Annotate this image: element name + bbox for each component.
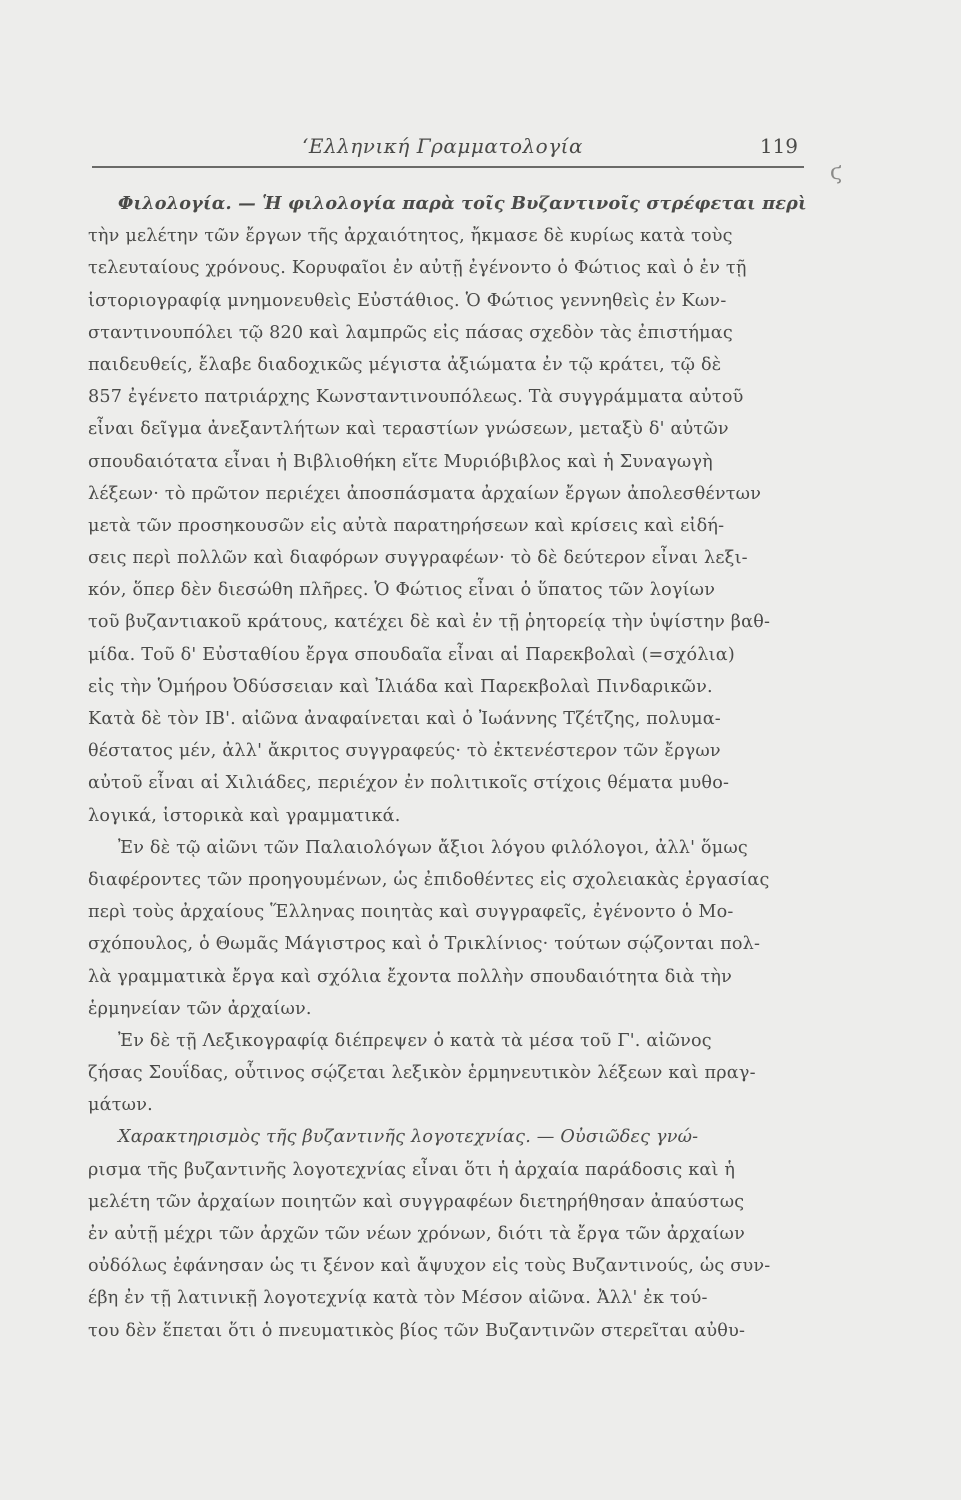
text-line: ἐν αὐτῇ μέχρι τῶν ἀρχῶν τῶν νέων χρόνων, διότι τὰ ἔργα τῶν ἀρχαίων	[88, 1224, 745, 1244]
running-title: ‘Ελληνική Γραμματολογία	[302, 134, 584, 158]
header-rule	[92, 166, 804, 168]
text-line: μίδα. Τοῦ δ' Εὐσταθίου ἔργα σπουδαῖα εἶναι αἱ Παρεκβολαὶ (=σχόλια)	[88, 644, 735, 665]
body-text	[88, 188, 810, 1347]
text-line: κόν, ὅπερ δὲν διεσώθη πλῆρες. Ὁ Φώτιος εἶναι ὁ ὕπατος τῶν λογίων	[88, 580, 716, 601]
text-line: μετὰ τῶν προσηκουσῶν εἰς αὐτὰ παρατηρήσεων καὶ κρίσεις καὶ εἰδή-	[88, 515, 725, 536]
text-line: οὐδόλως ἐφάνησαν ὡς τι ξένον καὶ ἄψυχον εἰς τοὺς Βυζαντινούς, ὡς συν-	[88, 1256, 771, 1277]
text-line: εἶναι δεῖγμα ἀνεξαντλήτων καὶ τεραστίων γνώσεων, μεταξὺ δ' αὐτῶν	[88, 419, 729, 440]
text-line: σχόπουλος, ὁ Θωμᾶς Μάγιστρος καὶ ὁ Τρικλίνιος· τούτων σῴζονται πολ-	[88, 934, 761, 955]
text-line: ρισμα τῆς βυζαντινῆς λογοτεχνίας εἶναι ὅτι ἡ ἀρχαία παράδοσις καὶ ἡ	[88, 1159, 736, 1180]
text-line: σταντινουπόλει τῷ 820 καὶ λαμπρῶς εἰς πάσας σχεδὸν τὰς ἐπιστήμας	[88, 322, 733, 343]
margin-mark: ϛ	[830, 160, 843, 185]
page-number: 119	[759, 134, 798, 158]
text-line: μάτων.	[88, 1095, 153, 1116]
text-line: ἑρμηνείαν τῶν ἀρχαίων.	[88, 998, 312, 1019]
text-line: τὴν μελέτην τῶν ἔργων τῆς ἀρχαιότητος, ἤκμασε δὲ κυρίως κατὰ τοὺς	[88, 226, 733, 247]
text-line: Φιλολογία. — Ἡ φιλολογία παρὰ τοῖς Βυζαντινοῖς στρέφεται περὶ	[118, 193, 807, 214]
text-line: ζήσας Σουΐδας, οὗτινος σῴζεται λεξικὸν ἑρμηνευτικὸν λέξεων καὶ πραγ-	[88, 1063, 756, 1084]
text-line: έβη ἐν τῇ λατινικῇ λογοτεχνίᾳ κατὰ τὸν Μέσον αἰῶνα. Ἀλλ' ἐκ τού-	[88, 1288, 708, 1309]
text-line: θέστατος μέν, ἀλλ' ἄκριτος συγγραφεύς· τὸ ἐκτενέστερον τῶν ἔργων	[88, 741, 721, 762]
text-line: διαφέροντες τῶν προηγουμένων, ὡς ἐπιδοθέντες εἰς σχολειακὰς ἐργασίας	[88, 869, 770, 890]
text-line: περὶ τοὺς ἀρχαίους Ἕλληνας ποιητὰς καὶ συγγραφεῖς, ἐγένοντο ὁ Μο-	[88, 902, 734, 923]
text-line: μελέτη τῶν ἀρχαίων ποιητῶν καὶ συγγραφέων διετηρήθησαν ἀπαύστως	[88, 1191, 745, 1212]
text-line: λὰ γραμματικὰ ἔργα καὶ σχόλια ἔχοντα πολλὴν σπουδαιότητα διὰ τὴν	[88, 966, 733, 987]
text-line: Χαρακτηρισμὸς τῆς βυζαντινῆς λογοτεχνίας. — Οὐσιῶδες γνώ-	[118, 1127, 699, 1148]
text-line: λέξεων· τὸ πρῶτον περιέχει ἀποσπάσματα ἀρχαίων ἔργων ἀπολεσθέντων	[88, 483, 762, 504]
text-line: παιδευθείς, ἔλαβε διαδοχικῶς μέγιστα ἀξιώματα ἐν τῷ κράτει, τῷ δὲ	[88, 354, 722, 375]
text-line: τοῦ βυζαντιακοῦ κράτους, κατέχει δὲ καὶ ἐν τῇ ῥητορείᾳ τὴν ὑψίστην βαθ-	[88, 612, 771, 633]
text-line: Κατὰ δὲ τὸν ΙΒ'. αἰῶνα ἀναφαίνεται καὶ ὁ Ἰωάννης Τζέτζης, πολυμα-	[88, 709, 721, 729]
text-line: σπουδαιότατα εἶναι ἡ Βιβλιοθήκη εἴτε Μυριόβιβλος καὶ ἡ Συναγωγὴ	[88, 451, 713, 472]
text-line: ἱστοριογραφίᾳ μνημονευθεὶς Εὐστάθιος. Ὁ Φώτιος γεννηθεὶς ἐν Κων-	[88, 290, 727, 311]
text-line: Ἐν δὲ τῷ αἰῶνι τῶν Παλαιολόγων ἄξιοι λόγου φιλόλογοι, ἀλλ' ὅμως	[118, 837, 748, 858]
text-line: του δὲν ἕπεται ὅτι ὁ πνευματικὸς βίος τῶν Βυζαντινῶν στερεῖται αὐθυ-	[88, 1320, 746, 1341]
text-line: αὐτοῦ εἶναι αἱ Χιλιάδες, περιέχον ἐν πολιτικοῖς στίχοις θέματα μυθο-	[88, 773, 730, 794]
page-header	[92, 134, 804, 168]
text-line: εἰς τὴν Ὁμήρου Ὀδύσσειαν καὶ Ἰλιάδα καὶ Παρεκβολαὶ Πινδαρικῶν.	[88, 676, 713, 697]
text-line: τελευταίους χρόνους. Κορυφαῖοι ἐν αὐτῇ ἐγένοντο ὁ Φώτιος καὶ ὁ ἐν τῇ	[88, 258, 747, 279]
text-line: Ἐν δὲ τῇ Λεξικογραφίᾳ διέπρεψεν ὁ κατὰ τὰ μέσα τοῦ Γ'. αἰῶνος	[118, 1030, 712, 1051]
text-line: σεις περὶ πολλῶν καὶ διαφόρων συγγραφέων· τὸ δὲ δεύτερον εἶναι λεξι-	[88, 548, 748, 569]
text-line: 857 ἐγένετο πατριάρχης Κωνσταντινουπόλεως. Τὰ συγγράμματα αὐτοῦ	[88, 387, 744, 408]
text-line: λογικά, ἱστορικὰ καὶ γραμματικά.	[88, 805, 401, 826]
